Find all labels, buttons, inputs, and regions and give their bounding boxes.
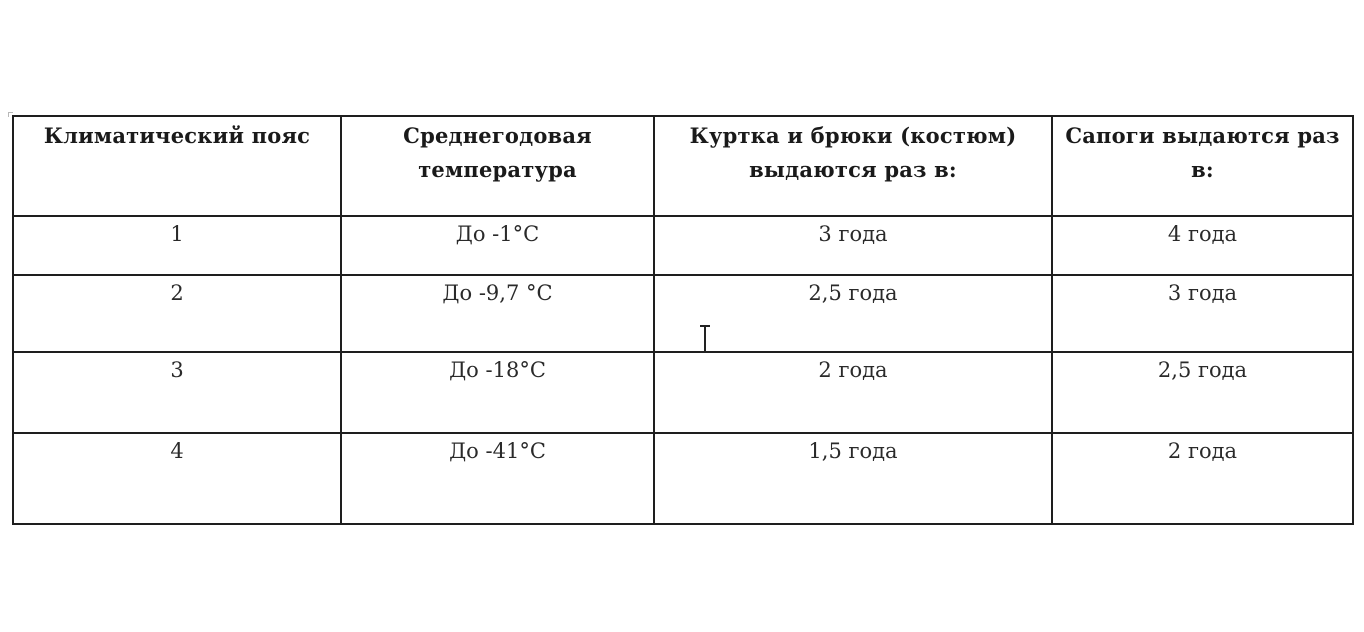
table-header-row [13, 116, 1353, 216]
cell-zone: 4 [13, 433, 341, 524]
table-row [13, 352, 1353, 433]
cell-suit-period: 2 года [654, 352, 1052, 433]
table-row [13, 216, 1353, 275]
header-boots-frequency: Сапоги выдаются раз в: [1052, 116, 1353, 216]
header-suit-frequency: Куртка и брюки (костюм) выдаются раз в: [654, 116, 1052, 216]
cell-suit-period: 3 года [654, 216, 1052, 275]
cell-temperature: До -1°С [341, 216, 654, 275]
cell-temperature: До -18°С [341, 352, 654, 433]
cell-boots-period: 4 года [1052, 216, 1353, 275]
text-cursor-icon [700, 325, 710, 353]
cell-boots-period: 2 года [1052, 433, 1353, 524]
cell-boots-period: 3 года [1052, 275, 1353, 352]
cell-zone: 2 [13, 275, 341, 352]
cell-temperature: До -9,7 °С [341, 275, 654, 352]
table-row [13, 275, 1353, 352]
header-average-temperature: Среднегодовая температура [341, 116, 654, 216]
header-climate-zone: Климатический пояс [13, 116, 341, 216]
cell-suit-period: 1,5 года [654, 433, 1052, 524]
table-row [13, 433, 1353, 524]
cell-boots-period: 2,5 года [1052, 352, 1353, 433]
cell-zone: 1 [13, 216, 341, 275]
cell-suit-period: 2,5 года [654, 275, 1052, 352]
cell-zone: 3 [13, 352, 341, 433]
cell-temperature: До -41°С [341, 433, 654, 524]
climate-zone-table [12, 115, 1354, 525]
